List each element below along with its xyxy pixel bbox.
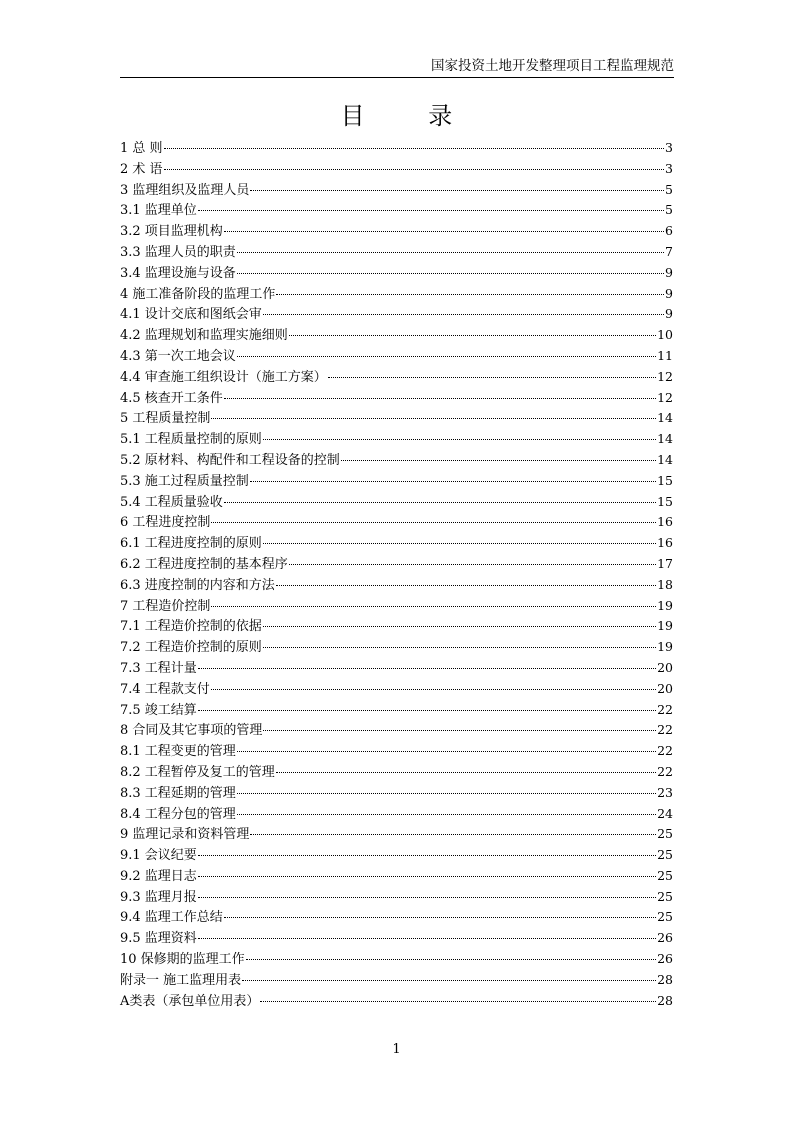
toc-entry-title: A类表（承包单位用表）: [120, 993, 260, 1009]
toc-entry[interactable]: [120, 762, 673, 783]
toc-entry[interactable]: [120, 679, 673, 700]
toc-entry-page: 14: [657, 431, 673, 447]
toc-entry-page: 11: [657, 347, 673, 363]
toc-entry-page: 25: [657, 888, 673, 904]
toc-entry-page: 28: [657, 992, 673, 1008]
toc-dot-leader: [263, 313, 664, 315]
toc-entry-page: 15: [657, 493, 673, 509]
toc-entry[interactable]: [120, 325, 673, 346]
toc-entry-title: 5.3 施工过程质量控制: [120, 473, 249, 489]
toc-entry-title: 7.1 工程造价控制的依据: [120, 619, 262, 635]
toc-dot-leader: [164, 168, 664, 170]
toc-entry-title: 9 监理记录和资料管理: [120, 827, 250, 843]
toc-entry-title: 8.3 工程延期的管理: [120, 785, 236, 801]
toc-entry-title: 9.4 监理工作总结: [120, 910, 223, 926]
toc-dot-leader: [198, 667, 656, 669]
toc-entry[interactable]: [120, 616, 673, 637]
toc-entry[interactable]: [120, 367, 673, 388]
toc-entry-page: 20: [657, 659, 673, 675]
toc-entry-title: 4.4 审查施工组织设计（施工方案）: [120, 369, 327, 385]
toc-entry-title: 7.3 工程计量: [120, 660, 197, 676]
toc-entry[interactable]: [120, 471, 673, 492]
toc-entry-title: 6.2 工程进度控制的基本程序: [120, 556, 288, 572]
toc-entry-page: 12: [657, 389, 673, 405]
toc-dot-leader: [237, 750, 656, 752]
toc-entry-page: 16: [657, 514, 673, 530]
toc-entry-title: 8.1 工程变更的管理: [120, 744, 236, 760]
toc-entry-title: 5.4 工程质量验收: [120, 494, 223, 510]
toc-entry[interactable]: [120, 554, 673, 575]
toc-dot-leader: [224, 397, 656, 399]
toc-entry[interactable]: [120, 887, 673, 908]
toc-entry-title: 4 施工准备阶段的监理工作: [120, 286, 276, 302]
toc-dot-leader: [276, 584, 656, 586]
toc-entry-page: 9: [665, 285, 673, 301]
toc-entry-title: 10 保修期的监理工作: [120, 952, 245, 968]
toc-entry-page: 22: [657, 743, 673, 759]
toc-entry-page: 15: [657, 472, 673, 488]
toc-entry[interactable]: [120, 408, 673, 429]
toc-entry[interactable]: [120, 242, 673, 263]
toc-entry[interactable]: [120, 700, 673, 721]
toc-entry[interactable]: [120, 575, 673, 596]
toc-entry-page: 26: [657, 951, 673, 967]
toc-entry-page: 7: [665, 243, 673, 259]
toc-dot-leader: [237, 792, 656, 794]
toc-dot-leader: [237, 813, 656, 815]
toc-dot-leader: [276, 771, 656, 773]
toc-entry[interactable]: [120, 284, 673, 305]
toc-entry[interactable]: [120, 533, 673, 554]
toc-entry-page: 26: [657, 930, 673, 946]
toc-entry[interactable]: [120, 658, 673, 679]
toc-heading: 目 录: [340, 102, 481, 130]
toc-entry[interactable]: [120, 429, 673, 450]
toc-entry-page: 22: [657, 722, 673, 738]
toc-dot-leader: [341, 459, 656, 461]
toc-entry-title: 2 术 语: [120, 161, 163, 177]
toc-entry[interactable]: [120, 866, 673, 887]
toc-entry-page: 3: [665, 140, 673, 155]
toc-entry-title: 3.3 监理人员的职责: [120, 244, 236, 260]
toc-entry-title: 8 合同及其它事项的管理: [120, 723, 263, 739]
toc-entry[interactable]: [120, 180, 673, 201]
toc-entry[interactable]: [120, 741, 673, 762]
toc-entry-title: 5 工程质量控制: [120, 411, 211, 427]
toc-entry-page: 25: [657, 867, 673, 883]
toc-entry-title: 4.5 核查开工条件: [120, 390, 223, 406]
toc-dot-leader: [211, 521, 656, 523]
toc-entry-page: 25: [657, 847, 673, 863]
toc-entry[interactable]: [120, 512, 673, 533]
toc-entry-page: 14: [657, 410, 673, 426]
running-header: 国家投资土地开发整理项目工程监理规范: [431, 58, 674, 74]
toc-entry-page: 25: [657, 826, 673, 842]
toc-dot-leader: [263, 729, 656, 731]
toc-dot-leader: [237, 251, 664, 253]
toc-entry-page: 6: [665, 223, 673, 239]
toc-dot-leader: [263, 625, 656, 627]
toc-entry[interactable]: [120, 970, 673, 991]
toc-entry-page: 5: [665, 202, 673, 218]
toc-dot-leader: [198, 896, 656, 898]
toc-dot-leader: [276, 293, 664, 295]
toc-dot-leader: [211, 417, 656, 419]
toc-entry[interactable]: [120, 845, 673, 866]
toc-entry-title: 附录一 施工监理用表: [120, 972, 242, 988]
toc-dot-leader: [263, 542, 656, 544]
toc-entry-title: 3.2 项目监理机构: [120, 224, 223, 240]
toc-dot-leader: [198, 875, 656, 877]
toc-entry-page: 16: [657, 535, 673, 551]
toc-entry-page: 22: [657, 701, 673, 717]
toc-dot-leader: [224, 501, 656, 503]
toc-dot-leader: [198, 854, 656, 856]
toc-dot-leader: [289, 563, 656, 565]
toc-entry-title: 9.3 监理月报: [120, 889, 197, 905]
toc-dot-leader: [211, 688, 656, 690]
toc-entry-title: 5.1 工程质量控制的原则: [120, 432, 262, 448]
toc-dot-leader: [263, 438, 656, 440]
toc-dot-leader: [242, 979, 656, 981]
toc-entry-title: 3 监理组织及监理人员: [120, 182, 250, 198]
toc-dot-leader: [250, 833, 656, 835]
toc-entry[interactable]: [120, 450, 673, 471]
toc-entry-page: 20: [657, 680, 673, 696]
toc-dot-leader: [211, 605, 656, 607]
toc-entry-page: 19: [657, 639, 673, 655]
toc-entry-page: 19: [657, 597, 673, 613]
toc-entry[interactable]: [120, 804, 673, 825]
toc-dot-leader: [250, 189, 664, 191]
toc-dot-leader: [328, 376, 656, 378]
toc-entry[interactable]: [120, 783, 673, 804]
toc-entry-page: 5: [665, 181, 673, 197]
toc-entry-title: 1 总 则: [120, 141, 163, 156]
toc-entry-title: 8.2 工程暂停及复工的管理: [120, 764, 275, 780]
toc-entry-title: 9.5 监理资料: [120, 931, 197, 947]
toc-entry-page: 9: [665, 264, 673, 280]
toc-entry[interactable]: [120, 304, 673, 325]
toc-dot-leader: [246, 958, 656, 960]
toc-entry-title: 5.2 原材料、构配件和工程设备的控制: [120, 452, 340, 468]
toc-entry-title: 8.4 工程分包的管理: [120, 806, 236, 822]
header-rule: [120, 77, 674, 78]
toc-entry-title: 6.1 工程进度控制的原则: [120, 536, 262, 552]
toc-entry-title: 9.2 监理日志: [120, 868, 197, 884]
toc-entry-title: 7.5 竣工结算: [120, 702, 197, 718]
toc-entry[interactable]: [120, 221, 673, 242]
table-of-contents: [120, 138, 673, 1011]
toc-entry-title: 6 工程进度控制: [120, 515, 211, 531]
toc-entry[interactable]: [120, 596, 673, 617]
toc-entry-title: 9.1 会议纪要: [120, 848, 197, 864]
toc-entry-title: 4.3 第一次工地会议: [120, 348, 236, 364]
toc-dot-leader: [263, 646, 656, 648]
toc-entry[interactable]: [120, 949, 673, 970]
toc-entry-title: 6.3 进度控制的内容和方法: [120, 577, 275, 593]
toc-entry-title: 3.1 监理单位: [120, 203, 197, 219]
toc-entry-title: 7.2 工程造价控制的原则: [120, 640, 262, 656]
toc-entry[interactable]: [120, 159, 673, 180]
toc-entry-page: 10: [657, 327, 673, 343]
toc-entry-page: 3: [665, 160, 673, 176]
toc-entry-title: 3.4 监理设施与设备: [120, 265, 236, 281]
toc-dot-leader: [198, 209, 664, 211]
toc-entry-page: 14: [657, 451, 673, 467]
toc-entry-page: 24: [657, 805, 673, 821]
toc-dot-leader: [198, 709, 656, 711]
toc-entry-page: 22: [657, 763, 673, 779]
toc-entry-title: 7.4 工程款支付: [120, 681, 210, 697]
toc-entry-title: 7 工程造价控制: [120, 598, 211, 614]
toc-entry[interactable]: [120, 991, 673, 1012]
toc-entry-page: 25: [657, 909, 673, 925]
toc-entry[interactable]: [120, 346, 673, 367]
toc-entry-page: 9: [665, 306, 673, 322]
toc-entry-page: 18: [657, 576, 673, 592]
toc-entry[interactable]: [120, 928, 673, 949]
toc-dot-leader: [224, 916, 656, 918]
toc-entry-page: 28: [657, 971, 673, 987]
toc-dot-leader: [250, 480, 656, 482]
toc-entry-title: 4.2 监理规划和监理实施细则: [120, 328, 288, 344]
toc-dot-leader: [224, 230, 664, 232]
toc-entry[interactable]: [120, 263, 673, 284]
toc-dot-leader: [260, 1000, 656, 1002]
toc-entry[interactable]: [120, 492, 673, 513]
toc-entry-page: 17: [657, 555, 673, 571]
toc-entry-page: 23: [657, 784, 673, 800]
toc-dot-leader: [237, 355, 656, 357]
toc-entry[interactable]: [120, 720, 673, 741]
toc-entry[interactable]: [120, 138, 673, 159]
toc-entry-page: 12: [657, 368, 673, 384]
toc-entry-page: 19: [657, 618, 673, 634]
toc-entry[interactable]: [120, 824, 673, 845]
toc-entry-title: 4.1 设计交底和图纸会审: [120, 307, 262, 323]
page-number: 1: [392, 1042, 401, 1057]
toc-dot-leader: [164, 147, 664, 149]
toc-entry[interactable]: [120, 637, 673, 658]
toc-entry[interactable]: [120, 200, 673, 221]
toc-entry[interactable]: [120, 388, 673, 409]
toc-dot-leader: [237, 272, 664, 274]
toc-dot-leader: [198, 937, 656, 939]
toc-entry[interactable]: [120, 907, 673, 928]
toc-dot-leader: [289, 334, 656, 336]
